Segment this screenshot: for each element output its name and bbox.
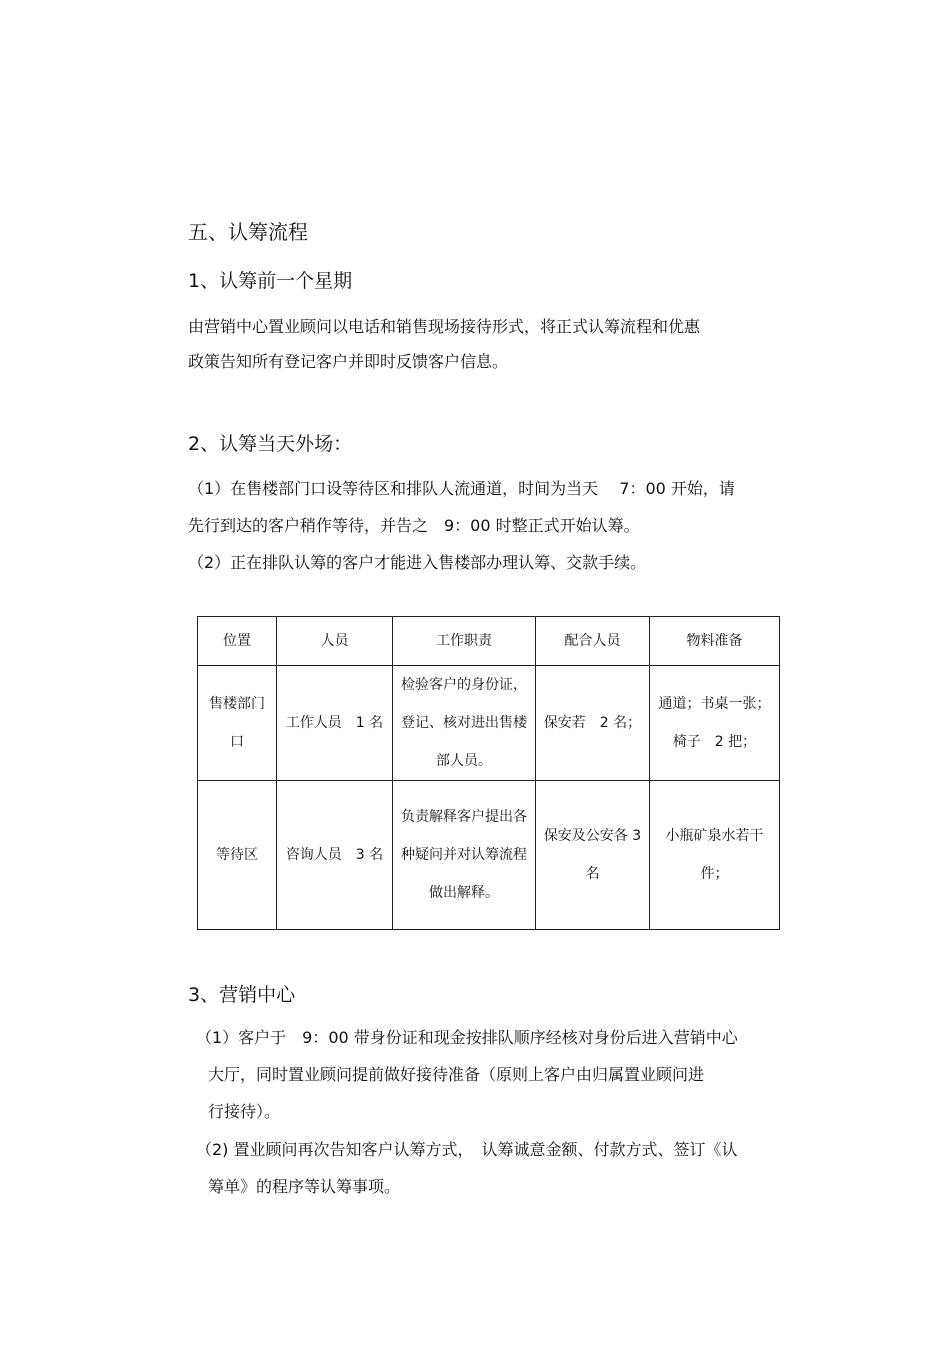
header-cell: 工作职责 [393, 617, 536, 666]
table-cell: 负责解释客户提出各种疑问并对认筹流程做出解释。 [393, 781, 536, 930]
table-row [198, 781, 780, 930]
header-cell: 人员 [277, 617, 393, 666]
subsection-2-title: 2、认筹当天外场： [188, 433, 353, 455]
header-cell: 配合人员 [536, 617, 650, 666]
paragraph-line: 行接待）。 [208, 1102, 281, 1121]
table-cell: 等待区 [198, 781, 277, 930]
paragraph-line: 先行到达的客户稍作等待，并告之 9：00 时整正式开始认筹。 [188, 516, 640, 535]
paragraph-line: （2) 置业顾问再次告知客户认筹方式， 认筹诚意金额、付款方式、签订《认 [196, 1140, 738, 1159]
table-cell: 咨询人员 3 名 [277, 781, 393, 930]
table-cell: 通道；书桌一张；椅子 2 把； [650, 666, 780, 781]
paragraph-line: 大厅，同时置业顾问提前做好接待准备（原则上客户由归属置业顾问进 [208, 1065, 705, 1084]
subsection-1-title: 1、认筹前一个星期 [188, 270, 353, 292]
paragraph-line: 政策告知所有登记客户并即时反馈客户信息。 [188, 352, 509, 371]
paragraph-line: （1）在售楼部门口设等待区和排队人流通道，时间为当天 7：00 开始，请 [188, 479, 735, 498]
table-cell: 保安及公安各 3 名 [536, 781, 650, 930]
paragraph-line: 筹单》的程序等认筹事项。 [208, 1177, 401, 1196]
paragraph-line: （1）客户于 9：00 带身份证和现金按排队顺序经核对身份后进入营销中心 [196, 1028, 738, 1047]
staffing-table [197, 616, 780, 930]
header-cell: 物料准备 [650, 617, 780, 666]
table-row [198, 666, 780, 781]
section-title: 五、认筹流程 [188, 220, 308, 244]
table-cell: 工作人员 1 名 [277, 666, 393, 781]
table-cell: 售楼部门口 [198, 666, 277, 781]
table-cell: 检验客户的身份证，登记、核对进出售楼部人员。 [393, 666, 536, 781]
paragraph-line: 由营销中心置业顾问以电话和销售现场接待形式，将正式认筹流程和优惠 [188, 317, 701, 336]
subsection-3-title: 3、营销中心 [188, 984, 296, 1006]
table-cell: 保安若 2 名； [536, 666, 650, 781]
paragraph-line: （2）正在排队认筹的客户才能进入售楼部办理认筹、交款手续。 [188, 553, 647, 572]
table-cell: 小瓶矿泉水若干件； [650, 781, 780, 930]
table-header-row [198, 617, 780, 666]
header-cell: 位置 [198, 617, 277, 666]
